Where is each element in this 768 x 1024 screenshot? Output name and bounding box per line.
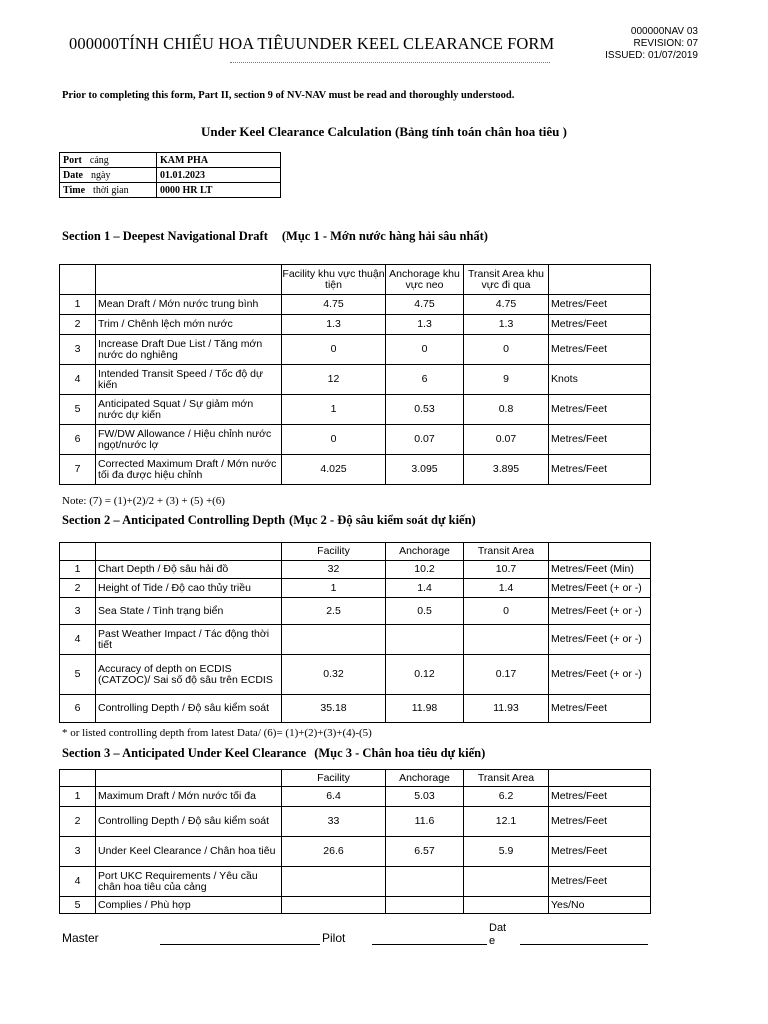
row-number: 5 <box>60 897 96 914</box>
section3-table <box>59 769 651 914</box>
section1-header-row <box>60 265 651 295</box>
header-anchorage: Anchorage <box>386 770 464 787</box>
row-number: 2 <box>60 579 96 598</box>
table-row <box>60 315 651 335</box>
transit-value <box>464 897 549 914</box>
header-cell <box>60 770 96 787</box>
facility-value: 0.32 <box>282 655 386 695</box>
date-signature-line[interactable] <box>520 944 648 945</box>
header-cell <box>96 543 282 561</box>
section2-header-row <box>60 543 651 561</box>
voyage-info-table <box>59 152 281 198</box>
anchorage-value <box>386 867 464 897</box>
facility-value: 2.5 <box>282 598 386 625</box>
unit: Metres/Feet (+ or -) <box>549 598 651 625</box>
row-description: Port UKC Requirements / Yêu cầu chân hoa tiêu của cảng <box>96 867 282 897</box>
unit: Metres/Feet (+ or -) <box>549 625 651 655</box>
header-facility: Facility <box>282 770 386 787</box>
transit-value: 12.1 <box>464 807 549 837</box>
facility-value: 35.18 <box>282 695 386 723</box>
header-cell <box>96 770 282 787</box>
row-description: Trim / Chênh lệch mớn nước <box>96 315 282 335</box>
facility-value <box>282 625 386 655</box>
facility-value: 1 <box>282 579 386 598</box>
facility-value: 32 <box>282 561 386 579</box>
table-row <box>60 335 651 365</box>
facility-value <box>282 867 386 897</box>
row-number: 2 <box>60 315 96 335</box>
row-description: Increase Draft Due List / Tăng mớn nước do nghiêng <box>96 335 282 365</box>
anchorage-value: 0.07 <box>386 425 464 455</box>
unit: Metres/Feet (Min) <box>549 561 651 579</box>
unit: Metres/Feet (+ or -) <box>549 579 651 598</box>
info-row-date <box>60 168 281 183</box>
header-transit: Transit Area <box>464 543 549 561</box>
table-row <box>60 425 651 455</box>
transit-value <box>464 625 549 655</box>
transit-value: 1.4 <box>464 579 549 598</box>
transit-value: 0 <box>464 335 549 365</box>
header-transit: Transit Area khu vực đi qua <box>464 265 549 295</box>
row-number: 4 <box>60 365 96 395</box>
transit-value: 1.3 <box>464 315 549 335</box>
time-label: Time thời gian <box>60 183 157 198</box>
anchorage-value: 5.03 <box>386 787 464 807</box>
table-row <box>60 295 651 315</box>
table-row <box>60 395 651 425</box>
row-number: 4 <box>60 625 96 655</box>
header-anchorage: Anchorage <box>386 543 464 561</box>
section3-title: Section 3 – Anticipated Under Keel Clearance (Mục 3 - Chân hoa tiêu dự kiến) <box>62 746 486 760</box>
table-row <box>60 837 651 867</box>
table-row <box>60 561 651 579</box>
table-row <box>60 365 651 395</box>
row-description: Under Keel Clearance / Chân hoa tiêu <box>96 837 282 867</box>
table-row <box>60 867 651 897</box>
calculation-title <box>0 124 768 140</box>
row-description: Intended Transit Speed / Tốc độ dự kiến <box>96 365 282 395</box>
unit: Knots <box>549 365 651 395</box>
calculation-title-text: Under Keel Clearance Calculation (Bảng tính toán chân hoa tiêu ) <box>201 124 567 139</box>
facility-value: 0 <box>282 335 386 365</box>
table-row <box>60 598 651 625</box>
anchorage-value <box>386 897 464 914</box>
row-number: 6 <box>60 695 96 723</box>
unit: Metres/Feet (+ or -) <box>549 655 651 695</box>
section1-title: Section 1 – Deepest Navigational Draft (Mục 1 - Mớn nước hàng hải sâu nhất) <box>62 229 488 243</box>
row-number: 1 <box>60 561 96 579</box>
transit-value: 10.7 <box>464 561 549 579</box>
row-description: Mean Draft / Mớn nước trung bình <box>96 295 282 315</box>
unit: Yes/No <box>549 897 651 914</box>
table-row <box>60 897 651 914</box>
unit: Metres/Feet <box>549 807 651 837</box>
date-value: 01.01.2023 <box>157 168 281 183</box>
pilot-signature-line[interactable] <box>372 944 487 945</box>
anchorage-value: 11.98 <box>386 695 464 723</box>
facility-value: 6.4 <box>282 787 386 807</box>
intro-text: Prior to completing this form, Part II, section 9 of NV-NAV must be read and thoroughly understood. <box>62 90 515 101</box>
row-description: Anticipated Squat / Sự giảm mớn nước dự kiến <box>96 395 282 425</box>
header-cell <box>549 543 651 561</box>
transit-value <box>464 867 549 897</box>
row-number: 5 <box>60 655 96 695</box>
row-description: Sea State / Tình trạng biển <box>96 598 282 625</box>
unit: Metres/Feet <box>549 335 651 365</box>
unit: Metres/Feet <box>549 867 651 897</box>
transit-value: 0.07 <box>464 425 549 455</box>
row-description: Controlling Depth / Độ sâu kiểm soát <box>96 695 282 723</box>
facility-value: 12 <box>282 365 386 395</box>
row-description: Past Weather Impact / Tác động thời tiết <box>96 625 282 655</box>
anchorage-value <box>386 625 464 655</box>
header-cell <box>60 265 96 295</box>
section2-note: * or listed controlling depth from latest Data/ (6)= (1)+(2)+(3)+(4)-(5) <box>62 727 372 739</box>
row-number: 6 <box>60 425 96 455</box>
facility-value: 26.6 <box>282 837 386 867</box>
row-number: 5 <box>60 395 96 425</box>
header-cell <box>96 265 282 295</box>
row-description: FW/DW Allowance / Hiệu chỉnh nước ngọt/nước lợ <box>96 425 282 455</box>
unit: Metres/Feet <box>549 837 651 867</box>
header-facility: Facility <box>282 543 386 561</box>
unit: Metres/Feet <box>549 425 651 455</box>
row-number: 1 <box>60 295 96 315</box>
master-label: Master <box>62 931 99 945</box>
facility-value: 4.025 <box>282 455 386 485</box>
row-description: Complies / Phù hợp <box>96 897 282 914</box>
doc-number: 000000NAV 03 <box>630 26 698 37</box>
transit-value: 3.895 <box>464 455 549 485</box>
transit-value: 5.9 <box>464 837 549 867</box>
document-info <box>605 26 698 62</box>
anchorage-value: 3.095 <box>386 455 464 485</box>
revision: REVISION: 07 <box>633 38 698 49</box>
row-number: 4 <box>60 867 96 897</box>
table-row <box>60 695 651 723</box>
anchorage-value: 0 <box>386 335 464 365</box>
anchorage-value: 4.75 <box>386 295 464 315</box>
facility-value: 1.3 <box>282 315 386 335</box>
header-cell <box>549 770 651 787</box>
time-value: 0000 HR LT <box>157 183 281 198</box>
anchorage-value: 6.57 <box>386 837 464 867</box>
form-title: 000000TÍNH CHIẾU HOA TIÊUUNDER KEEL CLEARANCE FORM <box>69 34 555 53</box>
section1-table <box>59 264 651 485</box>
row-number: 3 <box>60 598 96 625</box>
header-anchorage: Anchorage khu vực neo <box>386 265 464 295</box>
table-row <box>60 625 651 655</box>
facility-value: 4.75 <box>282 295 386 315</box>
table-row <box>60 655 651 695</box>
anchorage-value: 1.4 <box>386 579 464 598</box>
transit-value: 0.17 <box>464 655 549 695</box>
row-description: Accuracy of depth on ECDIS (CATZOC)/ Sai số độ sâu trên ECDIS <box>96 655 282 695</box>
transit-value: 11.93 <box>464 695 549 723</box>
unit: Metres/Feet <box>549 787 651 807</box>
facility-value: 0 <box>282 425 386 455</box>
table-row <box>60 455 651 485</box>
port-label: Port cảng <box>60 153 157 168</box>
section1-note: Note: (7) = (1)+(2)/2 + (3) + (5) +(6) <box>62 495 225 507</box>
row-description: Height of Tide / Độ cao thủy triều <box>96 579 282 598</box>
unit: Metres/Feet <box>549 315 651 335</box>
unit: Metres/Feet <box>549 455 651 485</box>
transit-value: 0.8 <box>464 395 549 425</box>
header-facility: Facility khu vực thuận tiện <box>282 265 386 295</box>
row-description: Corrected Maximum Draft / Mớn nước tối đa được hiệu chỉnh <box>96 455 282 485</box>
transit-value: 6.2 <box>464 787 549 807</box>
transit-value: 9 <box>464 365 549 395</box>
row-number: 3 <box>60 335 96 365</box>
anchorage-value: 11.6 <box>386 807 464 837</box>
facility-value: 33 <box>282 807 386 837</box>
section2-table <box>59 542 651 723</box>
anchorage-value: 0.12 <box>386 655 464 695</box>
section2-title: Section 2 – Anticipated Controlling Depth (Mục 2 - Độ sâu kiểm soát dự kiến) <box>62 513 476 527</box>
anchorage-value: 0.5 <box>386 598 464 625</box>
transit-value: 4.75 <box>464 295 549 315</box>
anchorage-value: 1.3 <box>386 315 464 335</box>
facility-value: 1 <box>282 395 386 425</box>
transit-value: 0 <box>464 598 549 625</box>
port-value: KAM PHA <box>157 153 281 168</box>
anchorage-value: 6 <box>386 365 464 395</box>
unit: Metres/Feet <box>549 395 651 425</box>
section3-header-row <box>60 770 651 787</box>
row-number: 1 <box>60 787 96 807</box>
row-number: 2 <box>60 807 96 837</box>
faded-line <box>230 62 550 65</box>
facility-value <box>282 897 386 914</box>
date-label: Dat e <box>489 922 507 947</box>
table-row <box>60 787 651 807</box>
row-description: Chart Depth / Độ sâu hải đồ <box>96 561 282 579</box>
issued-date: ISSUED: 01/07/2019 <box>605 50 698 61</box>
row-description: Controlling Depth / Độ sâu kiểm soát <box>96 807 282 837</box>
header-cell <box>60 543 96 561</box>
date-label: Date ngày <box>60 168 157 183</box>
info-row-time <box>60 183 281 198</box>
row-number: 3 <box>60 837 96 867</box>
unit: Metres/Feet <box>549 695 651 723</box>
table-row <box>60 579 651 598</box>
info-row-port <box>60 153 281 168</box>
unit: Metres/Feet <box>549 295 651 315</box>
pilot-label: Pilot <box>322 931 346 945</box>
header-transit: Transit Area <box>464 770 549 787</box>
header-cell <box>549 265 651 295</box>
master-signature-line[interactable] <box>160 944 320 945</box>
row-description: Maximum Draft / Mớn nước tối đa <box>96 787 282 807</box>
row-number: 7 <box>60 455 96 485</box>
table-row <box>60 807 651 837</box>
anchorage-value: 0.53 <box>386 395 464 425</box>
anchorage-value: 10.2 <box>386 561 464 579</box>
